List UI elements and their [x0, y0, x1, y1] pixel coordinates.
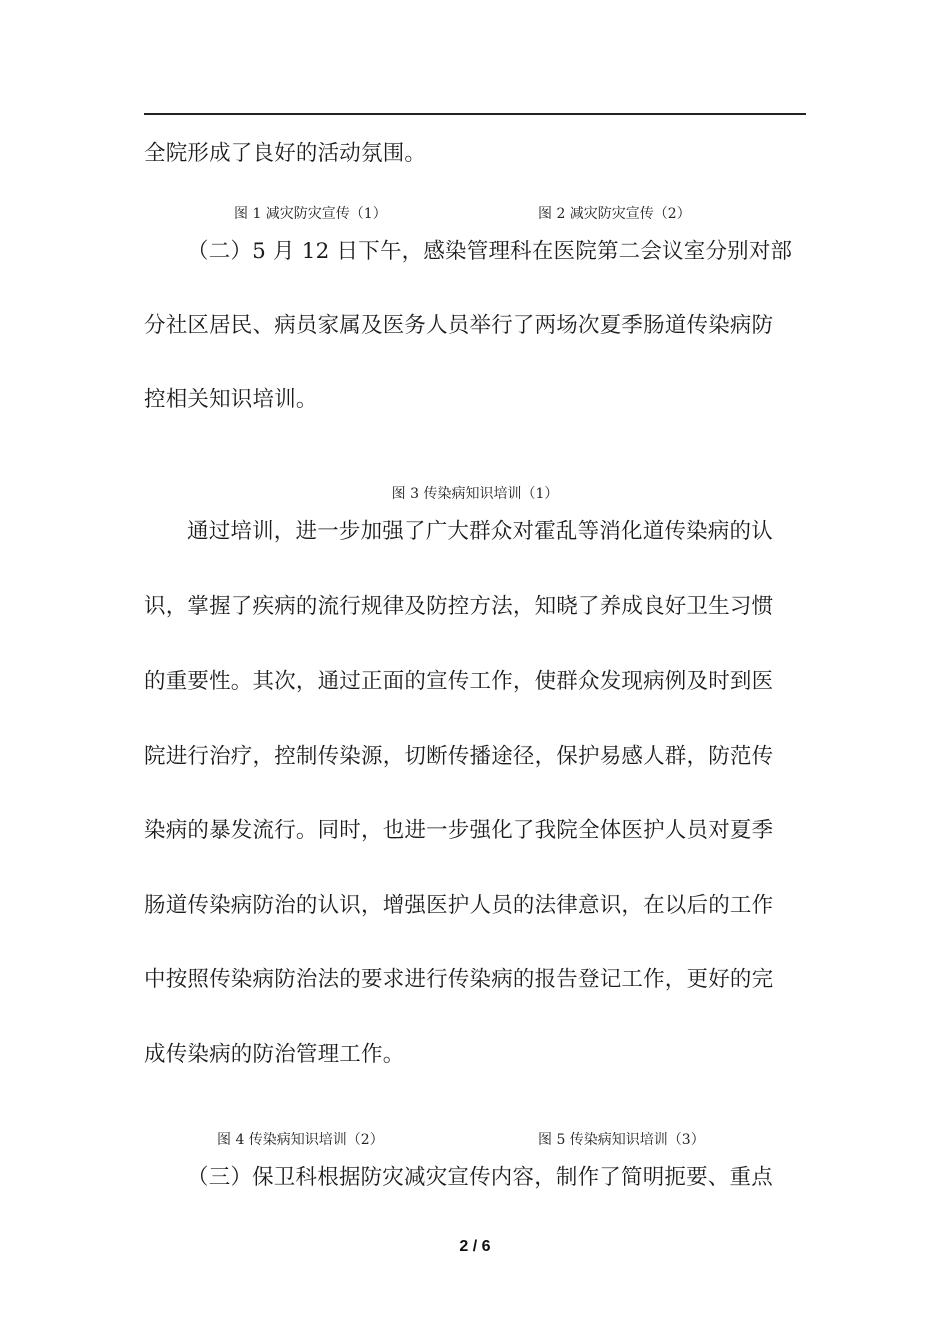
- figure-caption-2: 图 2 减灾防灾宣传（2）: [538, 206, 691, 222]
- figure-caption-1: 图 1 减灾防灾宣传（1）: [234, 206, 387, 222]
- paragraph-line: 成传染病的防治管理工作。: [144, 1042, 405, 1067]
- paragraph-line: 通过培训，进一步加强了广大群众对霍乱等消化道传染病的认: [187, 519, 773, 544]
- paragraph-line: 全院形成了良好的活动氛围。: [144, 141, 427, 166]
- paragraph-line: 染病的暴发流行。同时，也进一步强化了我院全体医护人员对夏季: [144, 818, 774, 843]
- paragraph-line: 识，掌握了疾病的流行规律及防控方法，知晓了养成良好卫生习惯: [144, 594, 774, 619]
- paragraph-line: 肠道传染病防治的认识，增强医护人员的法律意识，在以后的工作: [144, 893, 774, 918]
- paragraph-line: 中按照传染病防治法的要求进行传染病的报告登记工作，更好的完: [144, 967, 774, 992]
- header-rule: [144, 113, 806, 115]
- paragraph-line: （二）5 月 12 日下午，感染管理科在医院第二会议室分别对部: [187, 239, 793, 264]
- paragraph-line: 分社区居民、病员家属及医务人员举行了两场次夏季肠道传染病防: [144, 313, 774, 338]
- page-number: 2 / 6: [459, 1238, 491, 1255]
- figure-caption-4: 图 4 传染病知识培训（2）: [217, 1132, 384, 1148]
- figure-caption-5: 图 5 传染病知识培训（3）: [538, 1132, 705, 1148]
- paragraph-line: 的重要性。其次，通过正面的宣传工作，使群众发现病例及时到医: [144, 669, 774, 694]
- paragraph-line: 院进行治疗，控制传染源，切断传播途径，保护易感人群，防范传: [144, 744, 774, 769]
- paragraph-line: （三）保卫科根据防灾减灾宣传内容，制作了简明扼要、重点: [187, 1165, 773, 1190]
- paragraph-line: 控相关知识培训。: [144, 387, 318, 412]
- figure-caption-3: 图 3 传染病知识培训（1）: [391, 486, 559, 502]
